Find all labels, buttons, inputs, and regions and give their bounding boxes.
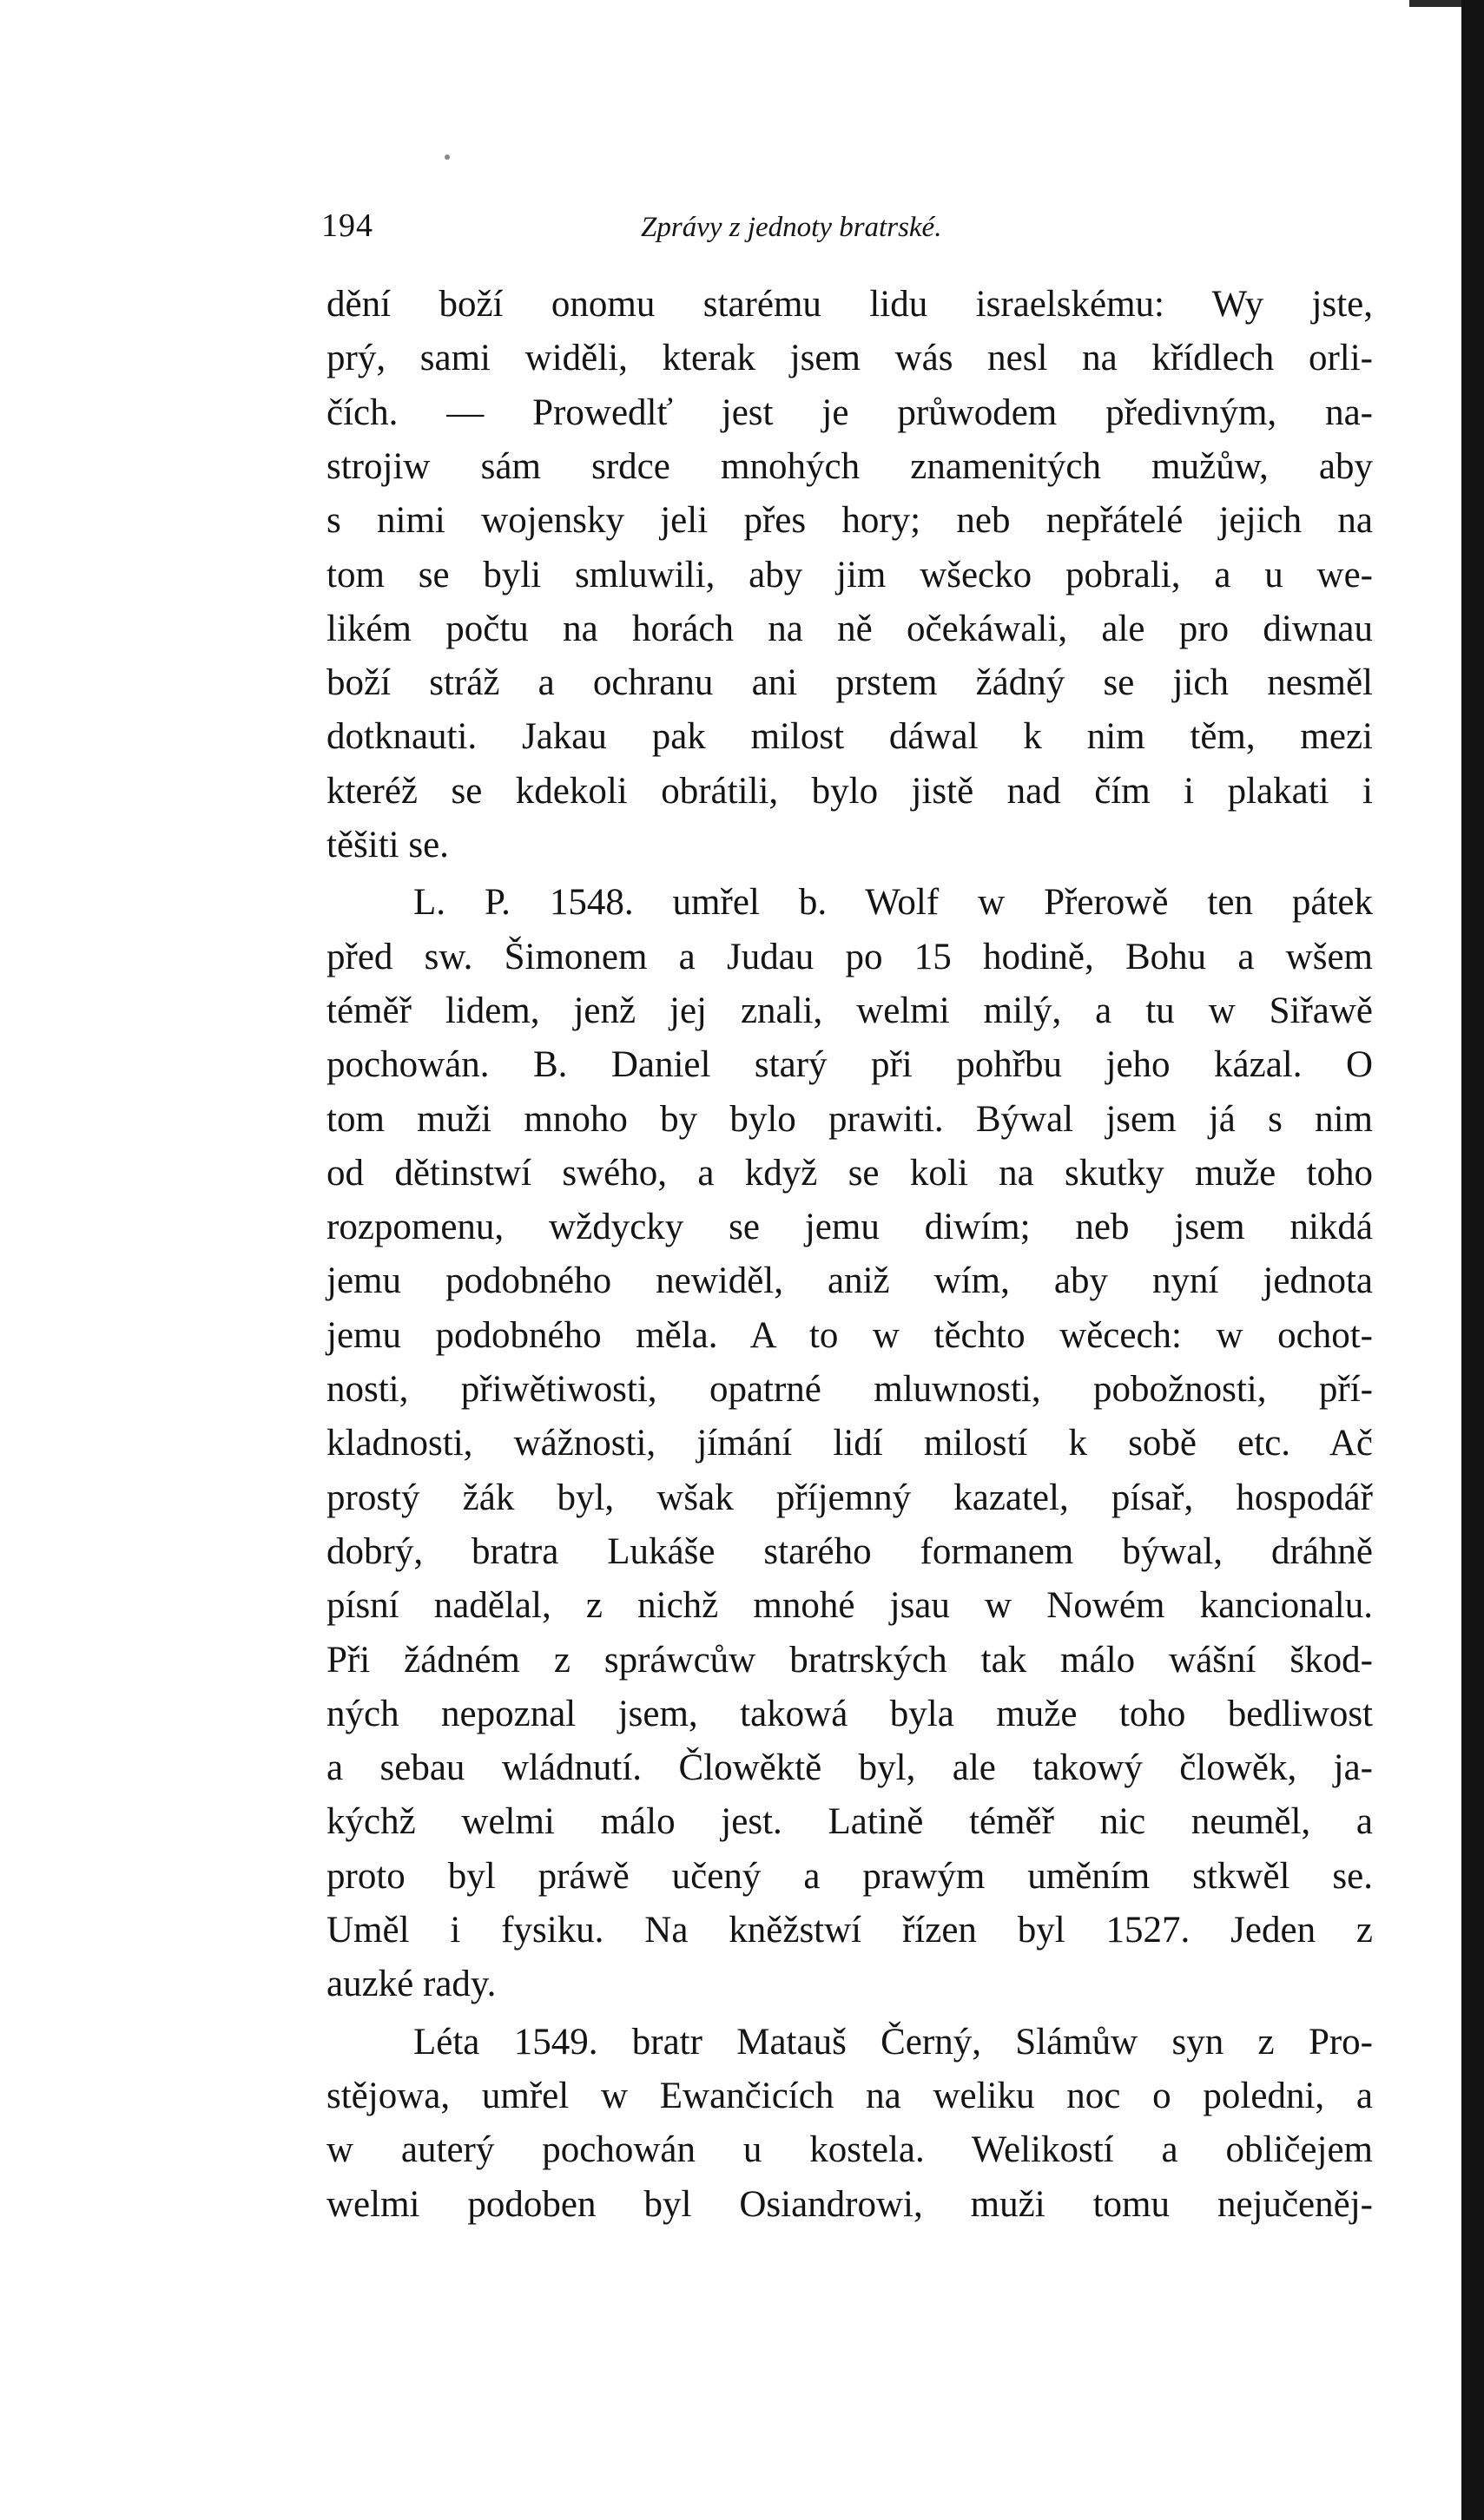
text-line: likém počtu na horách na ně očekáwali, ale pro diwnau — [326, 608, 1373, 649]
text-line: boží stráž a ochranu ani prstem žádný se jich nesměl — [326, 662, 1373, 704]
text-line: nosti, přiwětiwosti, opatrné mluwnosti, pobožnosti, pří- — [326, 1369, 1373, 1410]
text-line: čích. — Prowedlť jest je průwodem předivným, na- — [326, 391, 1373, 433]
text-line: dění boží onomu starému lidu israelskému: Wy jste, — [326, 284, 1373, 325]
text-line: tom muži mnoho by bylo prawiti. Býwal jsem já s nim — [326, 1098, 1373, 1140]
text-line: od dětinstwí swého, a když se koli na skutky muže toho — [326, 1152, 1373, 1194]
text-line: před sw. Šimonem a Judau po 15 hodině, Bohu a wšem — [326, 936, 1373, 977]
text-line: jemu podobného newiděl, aniž wím, aby nyní jednota — [326, 1260, 1373, 1302]
text-line: w auterý pochowán u kostela. Welikostí a obličejem — [326, 2129, 1373, 2171]
text-line: ných nepoznal jsem, takowá byla muže toho bedliwost — [326, 1693, 1373, 1734]
text-line: dotknauti. Jakau pak milost dáwal k nim těm, mezi — [326, 716, 1373, 758]
text-line: pochowán. B. Daniel starý při pohřbu jeho kázal. O — [326, 1044, 1373, 1086]
text-line: auzké rady. — [326, 1964, 497, 2005]
scan-edge — [1461, 0, 1484, 2520]
text-line: kladnosti, wážnosti, jímání lidí milostí k sobě etc. Ač — [326, 1423, 1373, 1464]
text-line: jemu podobného měla. A to w těchto wěcech: w ochot- — [326, 1314, 1373, 1356]
text-line: strojiw sám srdce mnohých znamenitých mužůw, aby — [326, 445, 1373, 487]
running-header — [321, 207, 1381, 259]
running-title: Zprávy z jednoty bratrské. — [641, 212, 942, 243]
text-line: a sebau wládnutí. Člowěktě byl, ale takowý člowěk, ja- — [326, 1747, 1373, 1789]
text-line: L. P. 1548. umřel b. Wolf w Přerowě ten pátek — [413, 882, 1373, 924]
scan-edge-top — [1409, 0, 1461, 7]
text-line: písní nadělal, z nichž mnohé jsau w Nowém kancionalu. — [326, 1585, 1373, 1627]
scan-speck — [445, 155, 450, 160]
text-line: rozpomenu, wždycky se jemu diwím; neb jsem nikdá — [326, 1207, 1373, 1248]
text-line: Při žádném z spráwcůw bratrských tak málo wášní škod- — [326, 1639, 1373, 1681]
text-line: proto byl práwě učený a prawým uměním stkwěl se. — [326, 1855, 1373, 1897]
text-line: s nimi wojensky jeli přes hory; neb nepřátelé jejich na — [326, 500, 1373, 542]
text-line: welmi podoben byl Osiandrowi, muži tomu nejučeněj- — [326, 2183, 1373, 2225]
text-line: dobrý, bratra Lukáše starého formanem býwal, dráhně — [326, 1530, 1373, 1572]
text-line: stějowa, umřel w Ewančicích na weliku noc o poledni, a — [326, 2075, 1373, 2116]
text-line: Léta 1549. bratr Matauš Černý, Slámůw syn z Pro- — [413, 2021, 1373, 2063]
text-line: téměř lidem, jenž jej znali, welmi milý, a tu w Siřawě — [326, 990, 1373, 1031]
text-line: tom se byli smluwili, aby jim wšecko pobrali, a u we- — [326, 554, 1373, 595]
text-line: prý, sami widěli, kterak jsem wás nesl na křídlech orli- — [326, 338, 1373, 379]
text-line: kteréž se kdekoli obrátili, bylo jistě nad čím i plakati i — [326, 770, 1373, 812]
text-line: prostý žák byl, wšak příjemný kazatel, písař, hospodář — [326, 1477, 1373, 1518]
text-line: kýchž welmi málo jest. Latině téměř nic neuměl, a — [326, 1801, 1373, 1843]
text-line: Uměl i fysiku. Na kněžstwí řízen byl 1527. Jeden z — [326, 1910, 1373, 1951]
text-line: těšiti se. — [326, 825, 449, 865]
page-number: 194 — [321, 207, 373, 244]
